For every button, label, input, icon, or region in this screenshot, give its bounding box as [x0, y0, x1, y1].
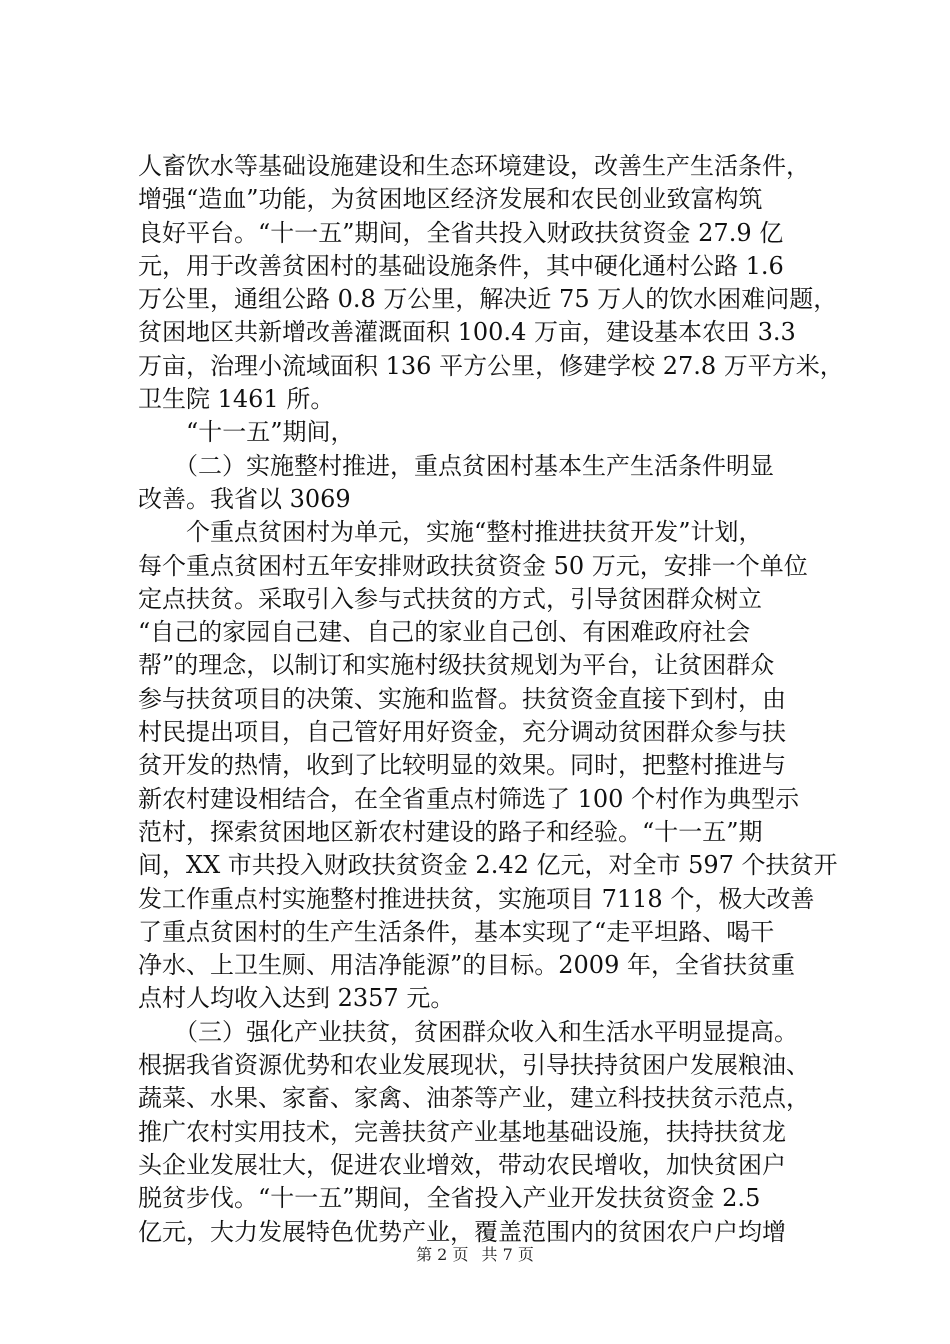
text-line: 村民提出项目，自己管好用好资金，充分调动贫困群众参与扶 — [138, 718, 786, 747]
document-body — [138, 150, 844, 1249]
text-line: 亿元，大力发展特色优势产业，覆盖范围内的贫困农户户均增 — [138, 1217, 786, 1246]
text-line: 脱贫步伐。“十一五”期间，全省投入产业开发扶贫资金 2.5 — [138, 1184, 761, 1213]
text-line: 范村，探索贫困地区新农村建设的路子和经验。“十一五”期 — [138, 817, 763, 846]
text-line: 元，用于改善贫困村的基础设施条件，其中硬化通村公路 1.6 — [138, 251, 784, 280]
text-line: 卫生院 1461 所。 — [138, 385, 335, 414]
page-footer — [0, 1242, 950, 1265]
text-line: 净水、上卫生厕、用洁净能源”的目标。2009 年，全省扶贫重 — [138, 951, 795, 980]
text-line: 帮”的理念，以制订和实施村级扶贫规划为平台，让贫困群众 — [138, 651, 775, 680]
text-line: 了重点贫困村的生产生活条件，基本实现了“走平坦路、喝干 — [138, 917, 775, 946]
text-line: 头企业发展壮大，促进农业增效，带动农民增收，加快贫困户 — [138, 1150, 786, 1179]
text-line: 蔬菜、水果、家畜、家禽、油茶等产业，建立科技扶贫示范点， — [138, 1084, 810, 1113]
page-number: 第 2 页 — [416, 1245, 469, 1264]
text-line: 贫开发的热情，收到了比较明显的效果。同时，把整村推进与 — [138, 751, 786, 780]
text-line: 万亩，治理小流域面积 136 平方公里，修建学校 27.8 万平方米， — [138, 351, 844, 380]
text-line: 推广农村实用技术，完善扶贫产业基地基础设施，扶持扶贫龙 — [138, 1117, 786, 1146]
text-line: 良好平台。“十一五”期间，全省共投入财政扶贫资金 27.9 亿 — [138, 218, 784, 247]
text-line: 间，XX 市共投入财政扶贫资金 2.42 亿元，对全市 597 个扶贫开 — [138, 851, 838, 880]
text-line: 定点扶贫。采取引入参与式扶贫的方式，引导贫困群众树立 — [138, 584, 762, 613]
text-line: “自己的家园自己建、自己的家业自己创、有困难政府社会 — [138, 618, 751, 647]
text-line: 万公里，通组公路 0.8 万公里，解决近 75 万人的饮水困难问题， — [138, 285, 838, 314]
text-line: 发工作重点村实施整村推进扶贫，实施项目 7118 个，极大改善 — [138, 884, 815, 913]
text-line: 人畜饮水等基础设施建设和生态环境建设，改善生产生活条件， — [138, 152, 810, 180]
text-line: （三）强化产业扶贫，贫困群众收入和生活水平明显提高。 — [138, 1017, 798, 1046]
page-total: 共 7 页 — [481, 1245, 534, 1264]
text-line: “十一五”期间， — [138, 418, 355, 447]
text-line: 个重点贫困村为单元，实施“整村推进扶贫开发”计划， — [138, 518, 763, 547]
text-line: 点村人均收入达到 2357 元。 — [138, 984, 455, 1013]
text-line: 根据我省资源优势和农业发展现状，引导扶持贫困户发展粮油、 — [138, 1051, 810, 1080]
text-line: 新农村建设相结合，在全省重点村筛选了 100 个村作为典型示 — [138, 784, 800, 813]
text-line: （二）实施整村推进，重点贫困村基本生产生活条件明显 — [138, 451, 774, 480]
text-line: 贫困地区共新增改善灌溉面积 100.4 万亩，建设基本农田 3.3 — [138, 318, 796, 347]
text-line: 改善。我省以 3069 — [138, 484, 351, 513]
text-line: 参与扶贫项目的决策、实施和监督。扶贫资金直接下到村，由 — [138, 684, 786, 713]
text-line: 增强“造血”功能，为贫困地区经济发展和农民创业致富构筑 — [138, 185, 763, 214]
text-line: 每个重点贫困村五年安排财政扶贫资金 50 万元，安排一个单位 — [138, 551, 808, 580]
